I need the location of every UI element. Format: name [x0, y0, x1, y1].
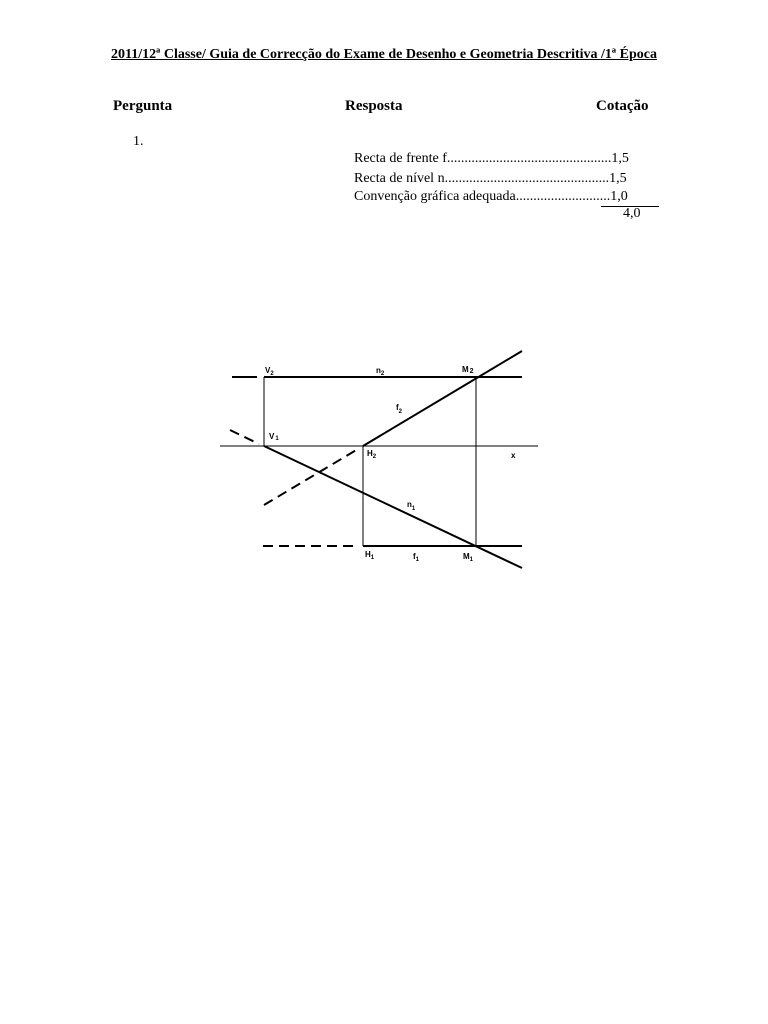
answer-line-recta-nivel: Recta de nível n...............................................1,5: [354, 171, 627, 186]
label-x: x: [511, 451, 516, 460]
answer-line-recta-frente: Recta de frente f...............................................1,5: [354, 151, 629, 166]
line-f2: [363, 351, 522, 446]
column-header-cotacao: Cotação: [596, 98, 649, 114]
label-m1: $M_1$: [463, 552, 474, 563]
question-number: 1.: [133, 134, 144, 149]
descriptive-geometry-figure: [215, 340, 545, 580]
label-n2: $n_2$: [376, 366, 385, 377]
label-v1: V1: [269, 432, 279, 442]
document-header: [0, 47, 768, 63]
header-title: 2011/12ª Classe/ Guia de Correcção do Exame de Desenho e Geometria Descritiva /1ª Época: [111, 47, 657, 62]
label-h2: $H_2$: [367, 449, 377, 460]
column-header-pergunta: Pergunta: [113, 98, 173, 114]
column-header-resposta: Resposta: [345, 98, 403, 114]
line-f2-hidden: [264, 449, 358, 505]
label-v2: $V_2$: [265, 366, 274, 377]
label-m2: M2: [462, 365, 474, 375]
line-n1-hidden: [230, 430, 259, 444]
line-n1: [264, 446, 522, 568]
answer-line-convencao: Convenção gráfica adequada...........................1,0: [354, 189, 628, 204]
label-h1: $H_1$: [365, 550, 375, 561]
label-f1: $f_1$: [413, 552, 420, 563]
label-f2: $f_2$: [396, 403, 403, 415]
label-n1: $n_1$: [407, 500, 416, 512]
total-score: 4,0: [623, 206, 641, 221]
